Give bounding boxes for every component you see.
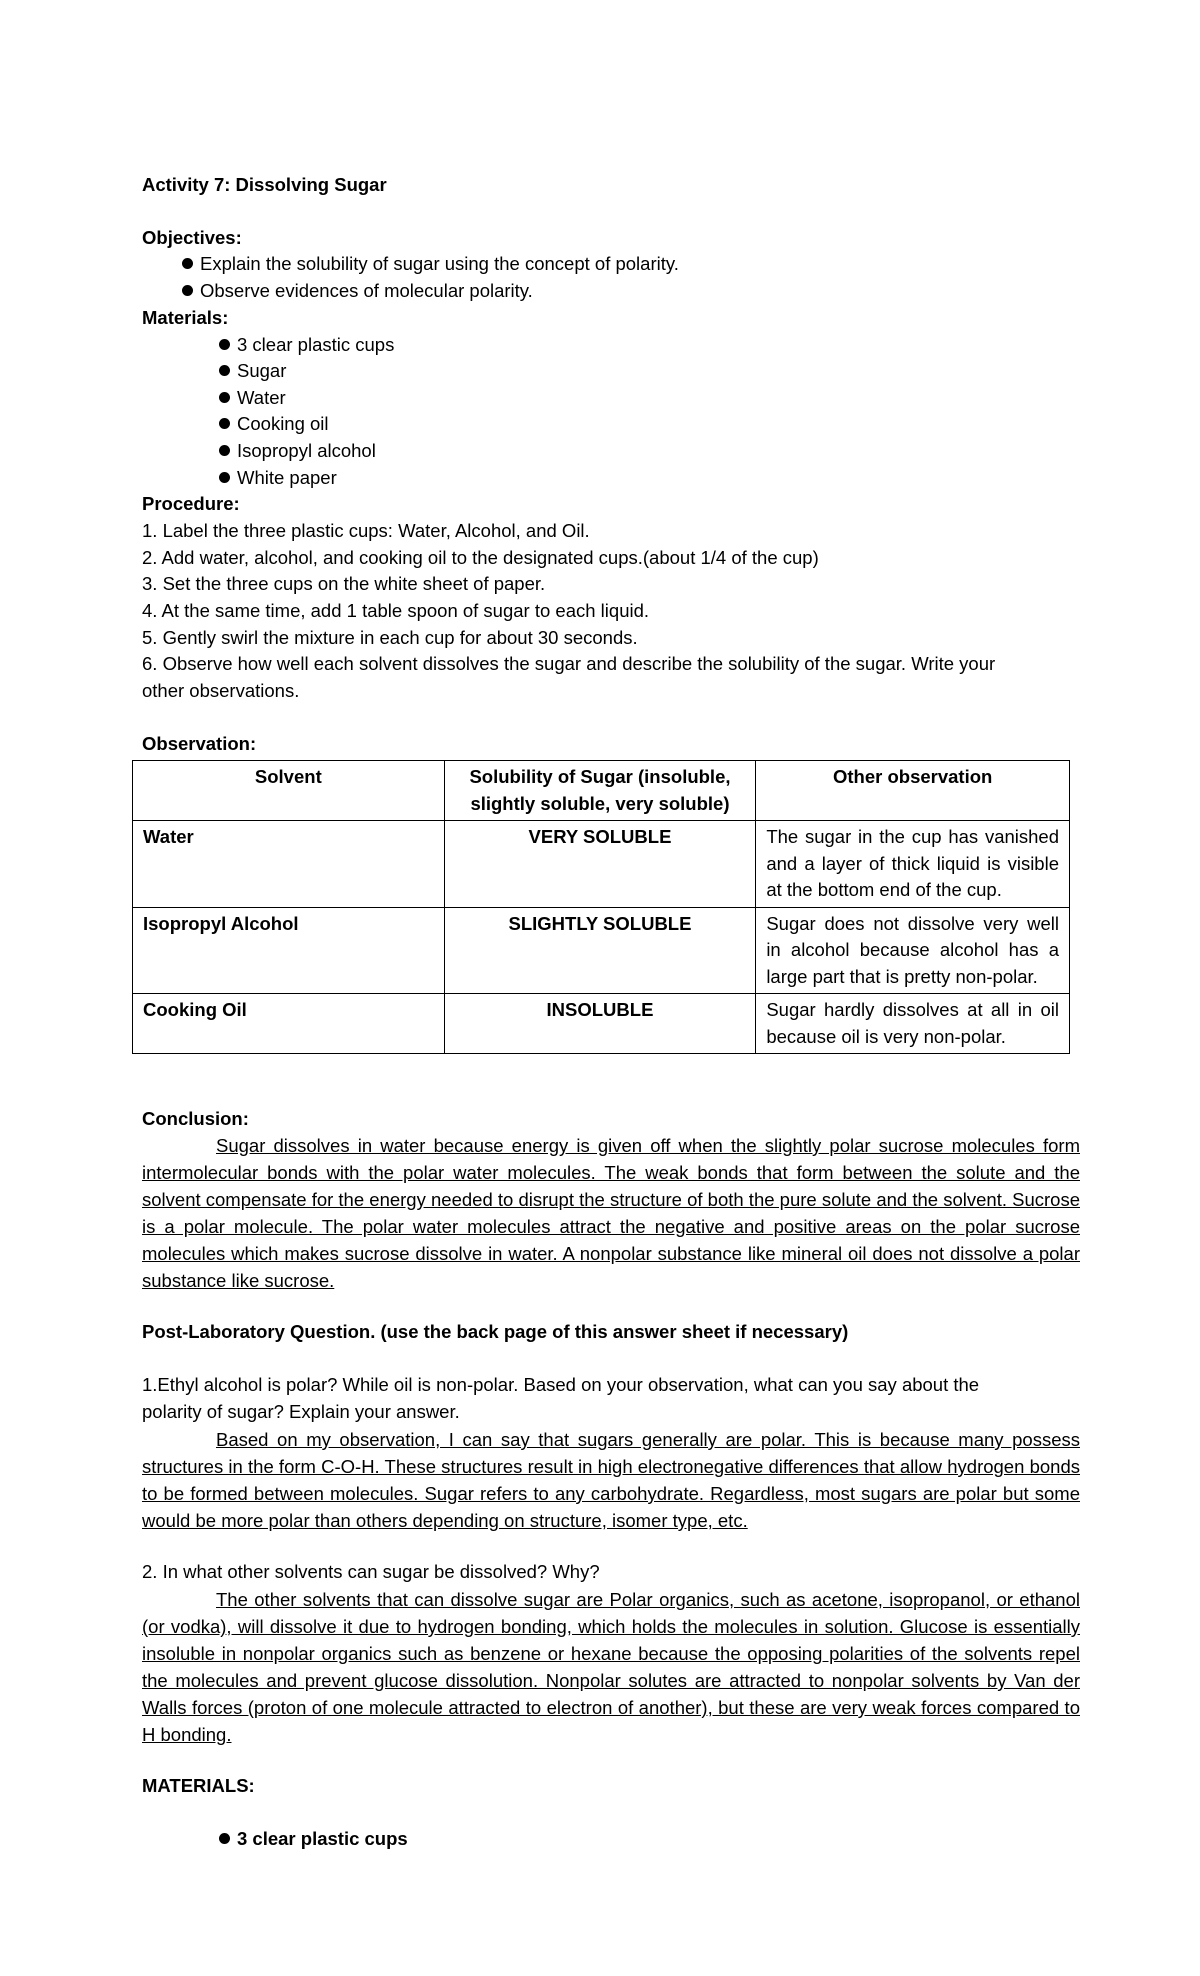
material-item: Cooking oil [219,411,329,437]
other-observation-cell: The sugar in the cup has vanished and a layer of thick liquid is visible at the bottom end of the cup. [756,821,1070,908]
procedure-step: 3. Set the three cups on the white sheet of paper. [142,573,546,594]
solubility-cell: INSOLUBLE [444,994,756,1054]
procedure-step: 1. Label the three plastic cups: Water, Alcohol, and Oil. [142,520,590,541]
material-item: 3 clear plastic cups [219,332,394,358]
question-1-line-1: 1.Ethyl alcohol is polar? While oil is non-polar. Based on your observation, what can you say about the [142,1374,980,1395]
question-1-line-2: polarity of sugar? Explain your answer. [142,1401,460,1422]
column-header: Solvent [133,761,445,821]
bullet-icon [219,418,230,429]
bullet-icon [219,472,230,483]
question-2: 2. In what other solvents can sugar be dissolved? Why? [142,1561,600,1582]
observation-table [132,760,1070,1054]
solvent-cell: Isopropyl Alcohol [133,907,445,994]
conclusion-text: Sugar dissolves in water because energy is given off when the slightly polar sucrose molecules form intermolecular bonds with the polar water molecules. The weak bonds that form between the solute and the solvent compensate for the energy needed to disrupt the structure of both the pure solute and the solvent. Sucrose is a polar molecule. The polar water molecules attract the negative and positive areas on the polar sucrose molecules which makes sucrose dissolve in water. A nonpolar substance like mineral oil does not dissolve a polar substance like sucrose. [142,1135,1080,1291]
procedure-step: 4. At the same time, add 1 table spoon of sugar to each liquid. [142,600,650,621]
observation-heading: Observation: [142,733,257,754]
bullet-icon [219,1833,230,1844]
material-item: Sugar [219,358,286,384]
materials-repeat-heading: MATERIALS: [142,1775,255,1796]
material-item: Isopropyl alcohol [219,438,376,464]
other-observation-cell: Sugar does not dissolve very well in alcohol because alcohol has a large part that is pretty non-polar. [756,907,1070,994]
table-row [133,907,1070,994]
post-lab-heading: Post-Laboratory Question. (use the back page of this answer sheet if necessary) [142,1321,849,1342]
material-item: 3 clear plastic cups [219,1826,408,1852]
page-title: Activity 7: Dissolving Sugar [142,174,387,195]
material-item: White paper [219,465,337,491]
bullet-icon [182,285,193,296]
conclusion-heading: Conclusion: [142,1108,249,1129]
materials-heading: Materials: [142,307,229,328]
procedure-step: 2. Add water, alcohol, and cooking oil to the designated cups.(about 1/4 of the cup) [142,547,819,568]
solvent-cell: Water [133,821,445,908]
procedure-step: 5. Gently swirl the mixture in each cup for about 30 seconds. [142,627,638,648]
procedure-step: other observations. [142,680,300,701]
other-observation-cell: Sugar hardly dissolves at all in oil because oil is very non-polar. [756,994,1070,1054]
solubility-cell: SLIGHTLY SOLUBLE [444,907,756,994]
objective-item: Observe evidences of molecular polarity. [182,278,533,304]
bullet-icon [182,258,193,269]
procedure-step: 6. Observe how well each solvent dissolves the sugar and describe the solubility of the sugar. Write your [142,653,996,674]
objective-item: Explain the solubility of sugar using the concept of polarity. [182,251,679,277]
column-header: Other observation [756,761,1070,821]
solvent-cell: Cooking Oil [133,994,445,1054]
bullet-icon [219,365,230,376]
answer-1-text: Based on my observation, I can say that sugars generally are polar. This is because many possess structures in the form C-O-H. These structures result in high electronegative differences that allow hydrogen bonds to be formed between molecules. Sugar refers to any carbohydrate. Regardless, most sugars are polar but some would be more polar than others depending on structure, isomer type, etc. [142,1429,1080,1531]
bullet-icon [219,392,230,403]
bullet-icon [219,445,230,456]
column-header: Solubility of Sugar (insoluble, slightly soluble, very soluble) [444,761,756,821]
bullet-icon [219,339,230,350]
objectives-heading: Objectives: [142,227,242,248]
solubility-cell: VERY SOLUBLE [444,821,756,908]
table-row [133,994,1070,1054]
material-item: Water [219,385,286,411]
table-row [133,821,1070,908]
procedure-heading: Procedure: [142,493,240,514]
table-header-row [133,761,1070,821]
answer-2-text: The other solvents that can dissolve sugar are Polar organics, such as acetone, isopropanol, or ethanol (or vodka), will dissolve it due to hydrogen bonding, which holds the molecules in solution. Glucose is essentially insoluble in nonpolar organics such as benzene or hexane because the opposing polarities of the solvents repel the molecules and prevent glucose dissolution. Nonpolar solutes are attracted to nonpolar solvents by Van der Walls forces (proton of one molecule attracted to electron of another), but these are very weak forces compared to H bonding. [142,1589,1080,1745]
